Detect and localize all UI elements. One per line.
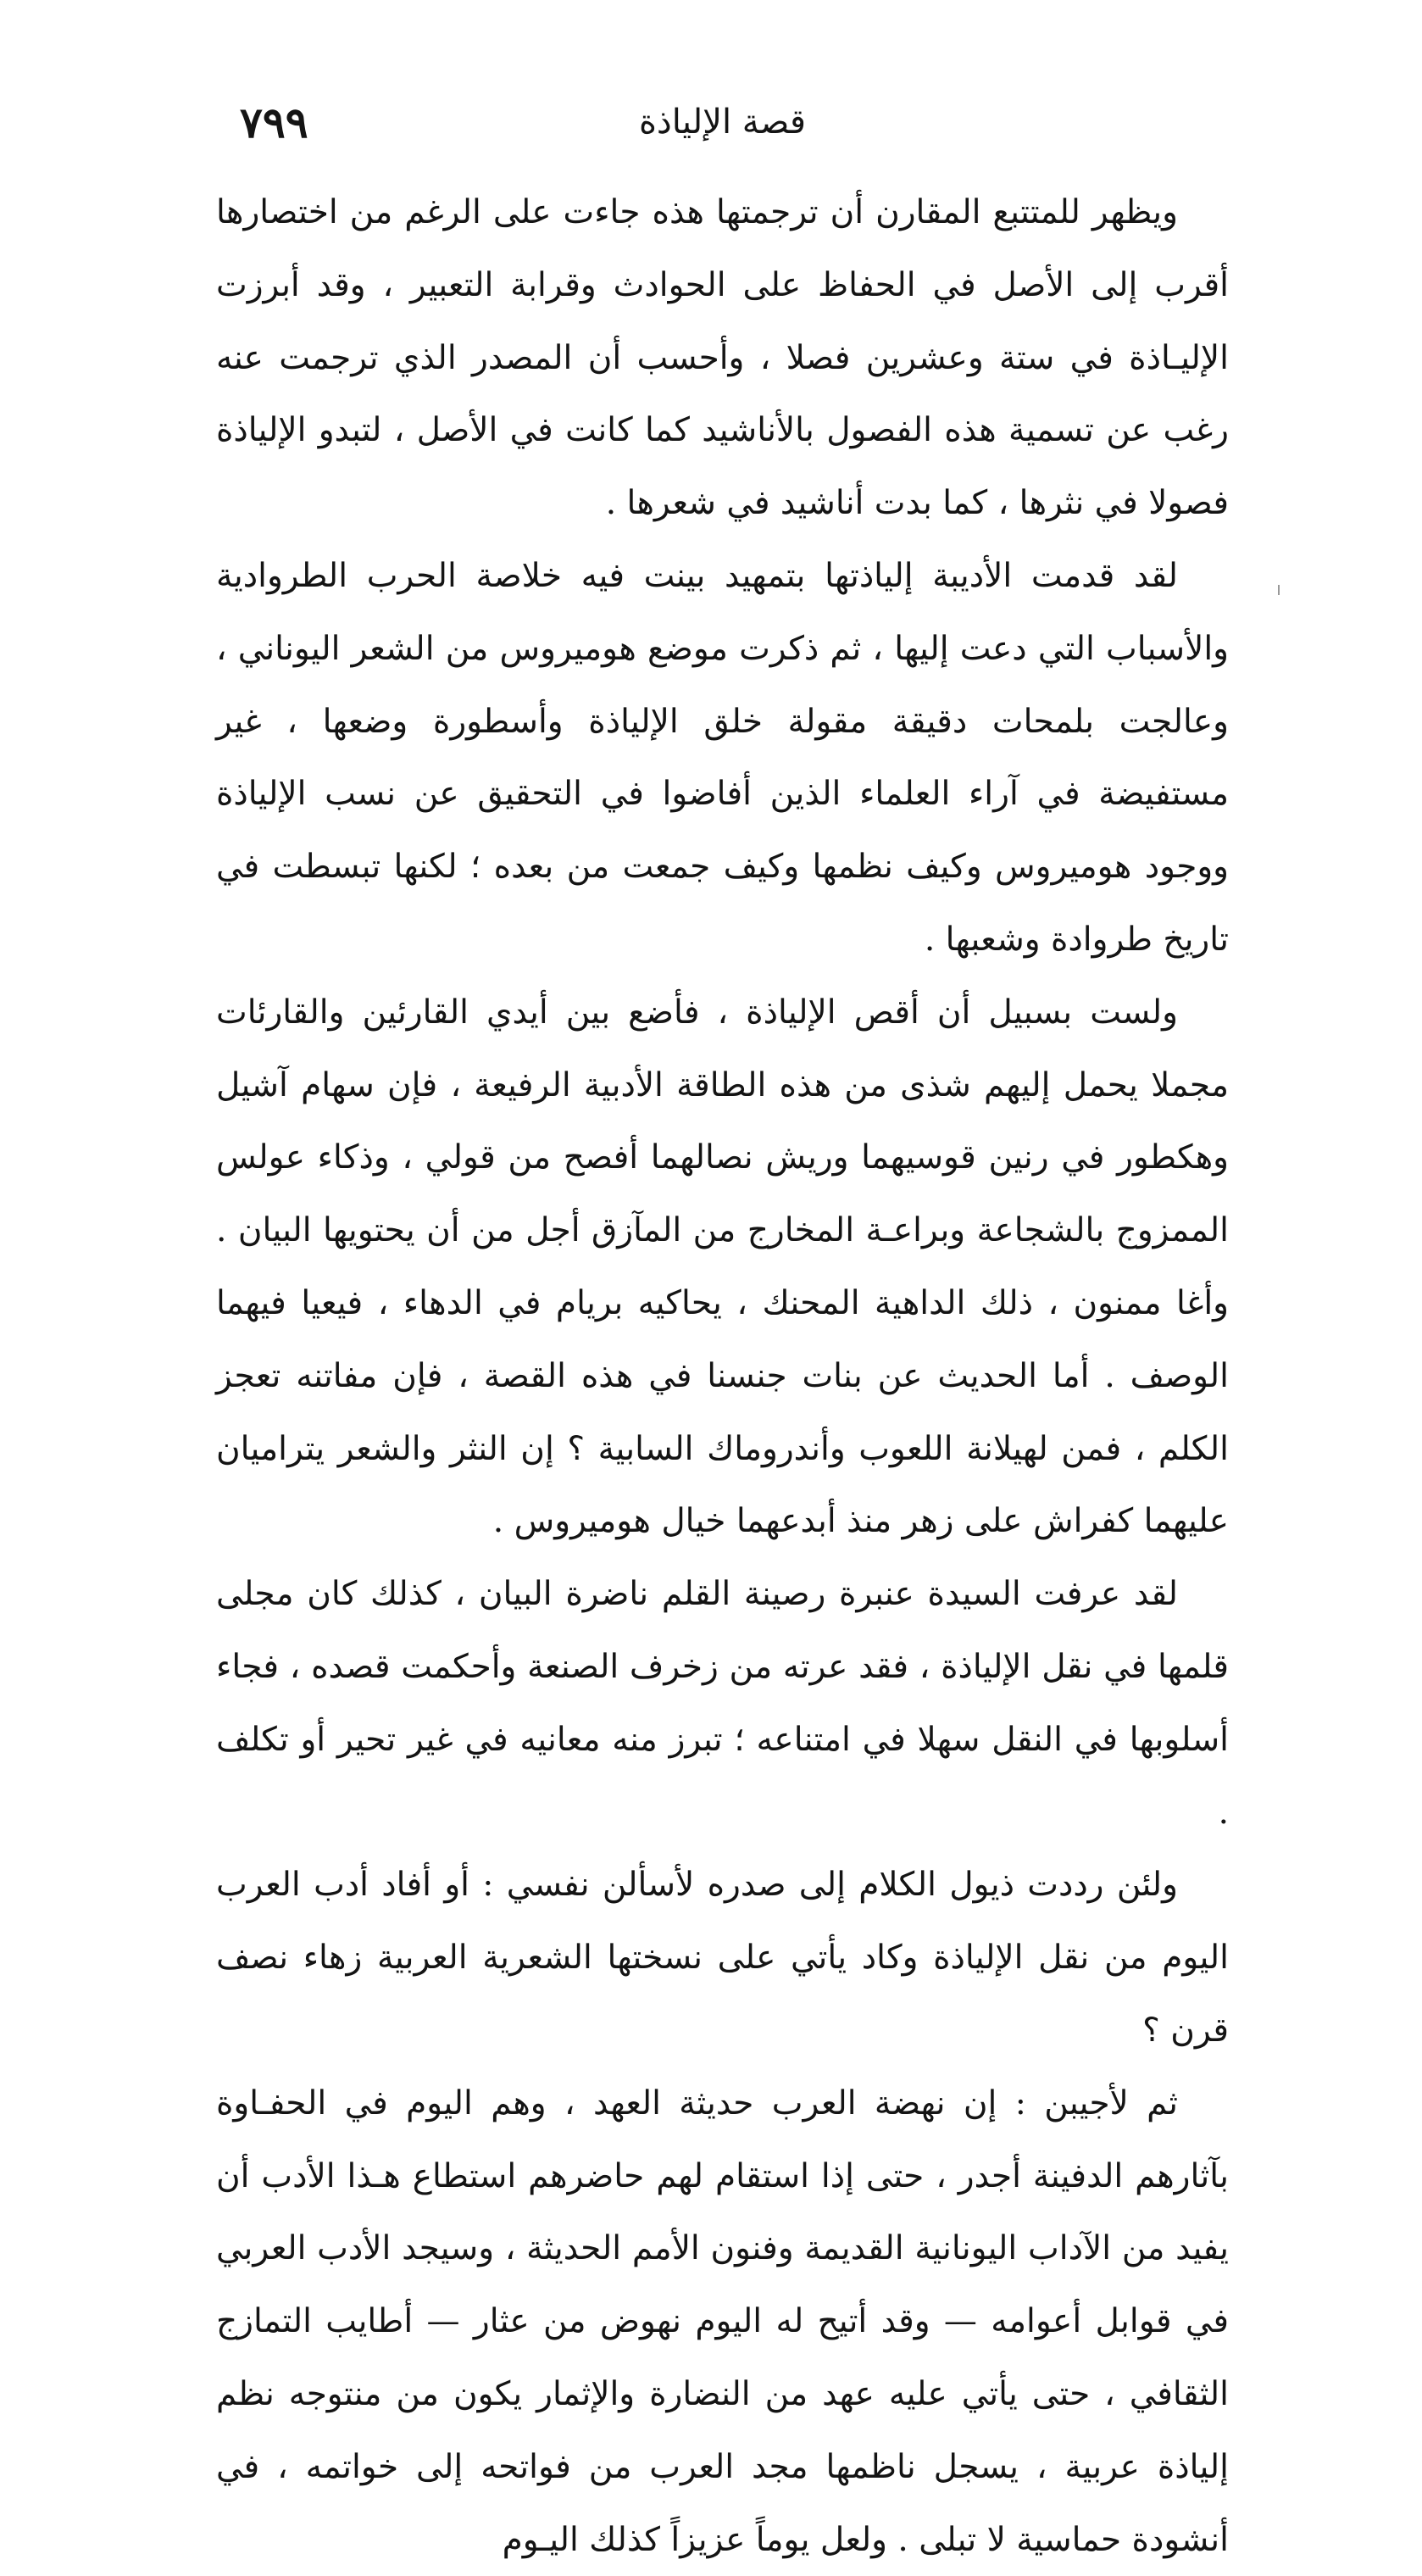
text-line: القصة ، فإن مفاتنه تعجز الكلم ، فمن لهيلانة اللعوب وأندروماك السابية ؟ إن النثر xyxy=(216,1356,1229,1468)
text-line: اليونانية القديمة وفنون الأمم الحديثة ، وسيجد الأدب العربي في قوابل أعوامه — وقد xyxy=(216,2229,1230,2341)
text-line: بالأناشيد كما كانت في الأصل ، لتبدو الإلياذة فصولا في نثرها ، كما بدت أناشيد xyxy=(216,411,1229,523)
text-line: فواتحه إلى خواتمه ، في أنشودة حماسية لا تبلى . ولعل يوماً عزيزاً كذلك اليـوم xyxy=(216,2447,1229,2559)
paragraph xyxy=(216,2067,1229,2576)
text-line: لقد عرفت السيدة عنبرة رصينة القلم ناضرة البيان ، كذلك كان مجلى قلمها في xyxy=(216,1575,1229,1686)
text-line: جمعت من بعده ؛ لكنها تبسطت في تاريخ طروادة وشعبها . xyxy=(216,848,1229,959)
paragraph xyxy=(216,176,1229,540)
paragraph xyxy=(216,976,1229,1558)
body-text xyxy=(216,176,1229,2576)
paragraph xyxy=(216,1558,1229,1849)
paragraph xyxy=(216,1849,1229,2067)
text-line: المخارج من المآزق أجل من أن يحتويها البيان . وأغا ممنون ، ذلك الداهية المحنك ، xyxy=(216,1211,1229,1322)
text-line: التي دعت إليها ، ثم ذكرت موضع هوميروس من الشعر اليوناني ، وعالجت xyxy=(216,629,1229,741)
text-line: الذين أفاضوا في التحقيق عن نسب الإلياذة ووجود هوميروس وكيف نظمها وكيف xyxy=(216,775,1229,887)
running-title: قصة الإلياذة xyxy=(638,103,807,142)
text-line: والشعر يتراميان عليهما كفراش على زهر منذ أبدعهما خيال هوميروس . xyxy=(216,1429,1229,1541)
text-line: ثم لأجيبن : إن نهضة العرب حديثة العهد ، وهم اليوم في الحفـاوة بآثارهم xyxy=(216,2084,1229,2195)
text-line: يحمل إليهم شذى من هذه الطاقة الأدبية الرفيعة ، فإن سهام آشيل وهكطور في رنين xyxy=(216,1065,1229,1177)
text-line: النضارة والإثمار يكون من منتوجه نظم إلياذة عربية ، يسجل ناظمها مجد العرب من xyxy=(216,2374,1229,2486)
running-header xyxy=(216,97,1229,165)
text-line: إلى الأصل في الحفاظ على الحوادث وقرابة التعبير ، وقد أبرزت الإليـاذة في ستة xyxy=(216,265,1230,377)
text-line: أتيح له اليوم نهوض من عثار — أطايب التمازج الثقافي ، حتى يأتي عليه عهد من xyxy=(216,2302,1230,2413)
text-line: ولئن رددت ذيول الكلام إلى صدره لأسألن نفسي : أو أفاد أدب العرب اليوم xyxy=(216,1866,1229,1978)
text-line: ولست بسبيل أن أقص الإلياذة ، فأضع بين أيدي القارئين والقارئات مجملا xyxy=(216,993,1229,1104)
page-number: ٧٩٩ xyxy=(240,97,308,147)
text-line: بلمحات دقيقة مقولة خلق الإلياذة وأسطورة وضعها ، غير مستفيضة في آراء العلماء xyxy=(216,702,1229,814)
text-line: نقل الإلياذة ، فقد عرته من زخرف الصنعة وأحكمت قصده ، فجاء أسلوبها في النقل xyxy=(216,1647,1229,1759)
text-line: لقد قدمت الأديبة إلياذتها بتمهيد بينت فيه خلاصة الحرب الطروادية والأسباب xyxy=(216,556,1229,668)
text-line: وعشرين فصلا ، وأحسب أن المصدر الذي ترجمت عنه رغب عن تسمية هذه الفصول xyxy=(216,338,1229,450)
paragraph xyxy=(216,540,1229,976)
text-line: الدفينة أجدر ، حتى إذا استقام لهم حاضرهم استطاع هـذا الأدب أن يفيد من الآداب xyxy=(216,2156,1229,2268)
margin-mark xyxy=(1278,585,1280,595)
text-line: قوسيهما وريش نصالهما أفصح من قولي ، وذكاء عولس الممزوج بالشجاعة وبراعـة xyxy=(216,1138,1229,1250)
text-line: سهلا في امتناعه ؛ تبرز منه معانيه في غير تحير أو تكلف . xyxy=(216,1720,1229,1832)
text-line: من نقل الإلياذة وكاد يأتي على نسختها الشعرية العربية زهاء نصف قرن ؟ xyxy=(216,1939,1229,2050)
text-line: يحاكيه بريام في الدهاء ، فيعيا فيهما الوصف . أما الحديث عن بنات جنسنا في هذه xyxy=(216,1283,1229,1395)
text-line: ويظهر للمتتبع المقارن أن ترجمتها هذه جاءت على الرغم من اختصارها أقرب xyxy=(216,193,1229,304)
text-line: في شعرها . xyxy=(605,484,770,523)
